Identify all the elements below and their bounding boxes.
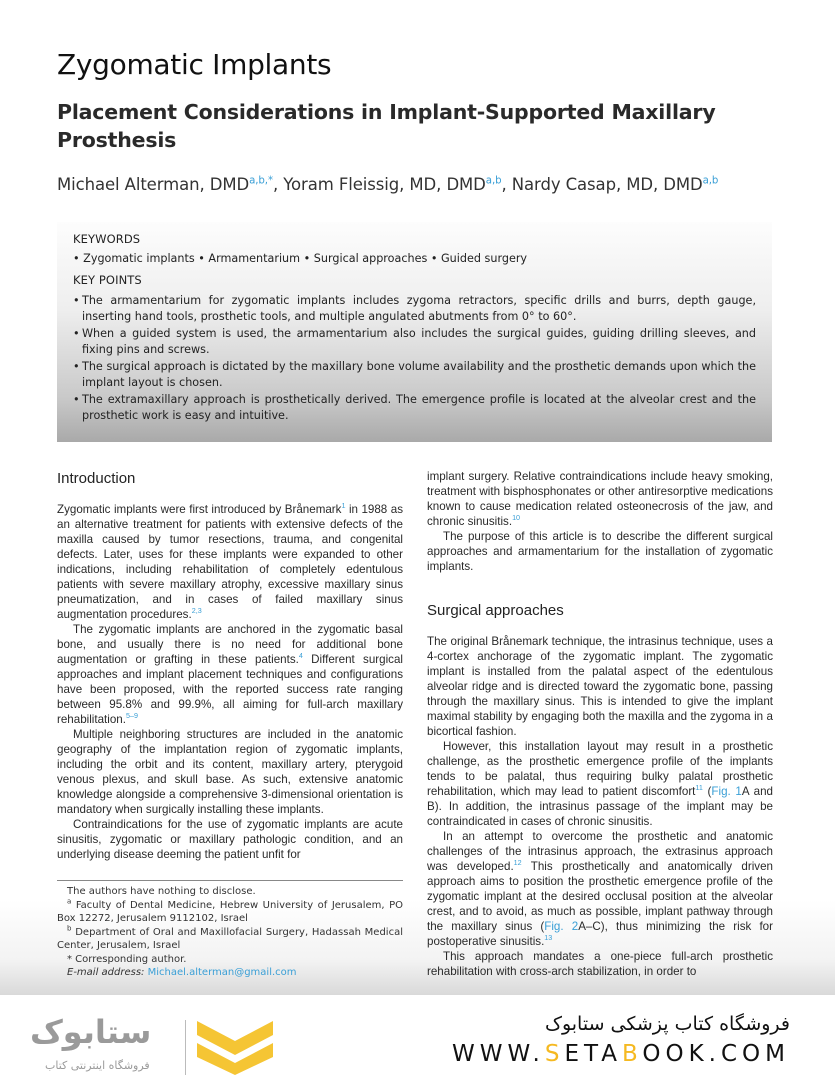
citation-ref[interactable]: 11: [695, 783, 703, 793]
citation-ref[interactable]: 5–9: [125, 711, 138, 721]
email-link[interactable]: Michael.alterman@gmail.com: [147, 967, 297, 978]
citation-ref[interactable]: 12: [513, 858, 522, 868]
paragraph-text: In an attempt to overcome the prosthetic and anatomic challenges of the intrasinus approach, the extrasinus approach was developed.: [427, 830, 773, 873]
key-point: • When a guided system is used, the armamentarium also includes the surgical guides, guiding drilling sleeves, and fixing pins and screws.: [73, 326, 756, 357]
keywords-heading: KEYWORDS: [73, 232, 141, 246]
logo-divider: [185, 1020, 186, 1075]
separator: ,: [501, 175, 512, 194]
author-name: Nardy Casap, MD, DMD: [511, 175, 703, 194]
paragraph: [57, 622, 403, 727]
setabook-logo-text: ستابوک: [30, 1013, 152, 1051]
email-line: [57, 966, 403, 980]
article-title: Zygomatic Implants: [57, 48, 332, 81]
affiliation-a: [57, 899, 403, 926]
key-points-list: [73, 293, 756, 423]
introduction-heading: Introduction: [57, 470, 136, 487]
key-point: • The armamentarium for zygomatic implants includes zygoma retractors, specific drills and burrs, depth gauge, inserting hand tools, prosthetic tools, and multiple angulated abutments from 0° to 60°.: [73, 293, 756, 324]
paragraph: [427, 739, 773, 829]
paragraph-text: Zygomatic implants were first introduced by Brånemark: [57, 503, 342, 516]
disclosure-note: The authors have nothing to disclose.: [67, 886, 256, 897]
website-url[interactable]: [452, 1041, 790, 1067]
email-label: E-mail address:: [67, 967, 145, 978]
url-part: S: [544, 1041, 565, 1067]
paragraph: [57, 727, 403, 817]
setabook-banner: [0, 995, 835, 1080]
key-points-heading: KEY POINTS: [73, 273, 142, 287]
affiliation-b: [57, 926, 403, 953]
affiliation-text: Department of Oral and Maxillofacial Surgery, Hadassah Medical Center, Jerusalem, Israel: [57, 926, 403, 951]
url-part: B: [622, 1041, 643, 1067]
article-subtitle: Placement Considerations in Implant-Supported Maxillary Prosthesis: [57, 100, 716, 152]
paragraph-text: Multiple neighboring structures are included in the anatomic geography of the implantation region of zygomatic implants, including the orbit and its content, maxillary artery, pterygoid venous plexus, and skull base. As such, extensive anatomic knowledge alongside a comprehensive 3-dimensional orientation is mandatory when surgically installing these implants.: [57, 728, 403, 816]
paragraph-text: implant surgery. Relative contraindications include heavy smoking, treatment with bisphosphonates or other antiresorptive medications known to cause medication related osteonecrosis of the jaw, and chronic sinusitis.: [427, 470, 773, 528]
keywords-keypoints-box: [57, 222, 772, 442]
paragraph-text: A and B). In addition, the intrasinus passage of the implant may be contraindicated in cases of chronic sinusitis.: [427, 785, 773, 828]
citation-ref[interactable]: 1: [341, 501, 346, 511]
paragraph-text: Contraindications for the use of zygomatic implants are acute sinusitis, zygomatic or maxillary pathologic condition, and an underlying disease deeming the patient unfit for: [57, 818, 403, 861]
paragraph-text: The purpose of this article is to describe the different surgical approaches and armamentarium for the installation of zygomatic implants.: [427, 530, 773, 573]
left-column: [57, 470, 403, 862]
key-point: • The surgical approach is dictated by the maxillary bone volume availability and the prosthetic demands upon which the implant layout is chosen.: [73, 359, 756, 390]
paragraph-text: Different surgical approaches and implant placement techniques and configurations have been proposed, with the reported success rate ranging between 95.8% and 99.9%, all aiming for full-arch maxillary rehabilitation.: [57, 653, 403, 726]
author-affiliation[interactable]: a,b,*: [249, 175, 273, 187]
citation-ref[interactable]: 13: [544, 933, 553, 943]
url-part: WWW.: [451, 1041, 545, 1067]
right-column: [427, 469, 773, 979]
corresponding-note: * Corresponding author.: [67, 953, 187, 965]
store-title: فروشگاه کتاب پزشکی ستابوک: [544, 1013, 790, 1035]
paragraph: [427, 829, 773, 949]
footnote-divider: [57, 880, 403, 881]
setabook-logo-subtitle: فروشگاه اینترنتی کتاب: [45, 1059, 150, 1072]
citation-ref[interactable]: 4: [298, 651, 303, 661]
key-point: • The extramaxillary approach is prosthetically derived. The emergence profile is located at the alveolar crest and the prosthetic work is easy and intuitive.: [73, 392, 756, 423]
figure-link[interactable]: Fig. 2: [544, 920, 579, 933]
surgical-approaches-heading: Surgical approaches: [427, 602, 564, 619]
citation-ref[interactable]: 2,3: [191, 606, 202, 616]
url-part: ETA: [564, 1041, 623, 1067]
paragraph-text: (: [702, 785, 712, 798]
paragraph-text: in 1988 as an alternative treatment for patients with extensive defects of the maxilla caused by tumor resections, trauma, and congenital defects. Later, uses for these implants were expanded to other indications, including rehabilitation of completely edentulous patients with severe maxillary atrophy, excessive maxillary sinus pneumatization, and in cases of failed maxillary sinus augmentation procedures.: [57, 503, 403, 621]
chevron-logo-icon: [195, 1017, 275, 1075]
paragraph: [427, 469, 773, 529]
paragraph: [427, 949, 773, 979]
affiliation-text: Faculty of Dental Medicine, Hebrew University of Jerusalem, PO Box 12272, Jerusalem 9112102, Israel: [57, 899, 403, 924]
paragraph-text: However, this installation layout may result in a prosthetic challenge, as the prosthetic emergence profile of the implants tends to be palatal, thus requiring bulky palatal prosthetic rehabilitation, which may lead to patient discomfort: [427, 740, 773, 798]
author-name: Yoram Fleissig, MD, DMD: [283, 175, 486, 194]
footnotes: [57, 885, 403, 980]
paragraph-text: This approach mandates a one-piece full-arch prosthetic rehabilitation with cross-arch stabilization, in order to: [427, 950, 773, 978]
paragraph: [427, 634, 773, 739]
separator: ,: [272, 175, 284, 194]
paragraph: [57, 502, 403, 622]
paragraph: [57, 817, 403, 862]
url-part: OOK.COM: [642, 1041, 790, 1067]
citation-ref[interactable]: 10: [512, 513, 521, 523]
paragraph-text: A–C), thus minimizing the risk for postoperative sinusitis.: [427, 920, 773, 948]
figure-link[interactable]: Fig. 1: [711, 785, 742, 798]
footnote-mark: b: [67, 924, 72, 933]
paragraph: [427, 529, 773, 574]
author-list: [57, 175, 718, 194]
author-affiliation[interactable]: a,b: [485, 175, 502, 187]
paragraph-text: This prosthetically and anatomically driven approach aims to position the prosthetic emergence profile of the zygomatic implant at the desired occlusal position at the alveolar crest, and to avoid, as much as possible, implant pathway through the maxillary sinus (: [427, 860, 773, 933]
author-name: Michael Alterman, DMD: [57, 175, 250, 194]
author-affiliation[interactable]: a,b: [702, 175, 719, 187]
paragraph-text: The zygomatic implants are anchored in the zygomatic basal bone, and usually there is no need for additional bone augmentation or grafting in these patients.: [57, 623, 403, 666]
keywords-list: • Zygomatic implants • Armamentarium • Surgical approaches • Guided surgery: [73, 252, 528, 265]
paragraph-text: The original Brånemark technique, the intrasinus technique, uses a 4-cortex anchorage of the zygomatic implant. The zygomatic implant is installed from the palatal aspect of the edentulous alveolar ridge and is directed toward the zygomatic bone, passing through the maxillary sinus. This is intended to give the implant maximal stability by engaging both the maxilla and the zygoma in a bicortical fashion.: [427, 635, 773, 738]
footnote-mark: a: [67, 897, 72, 906]
